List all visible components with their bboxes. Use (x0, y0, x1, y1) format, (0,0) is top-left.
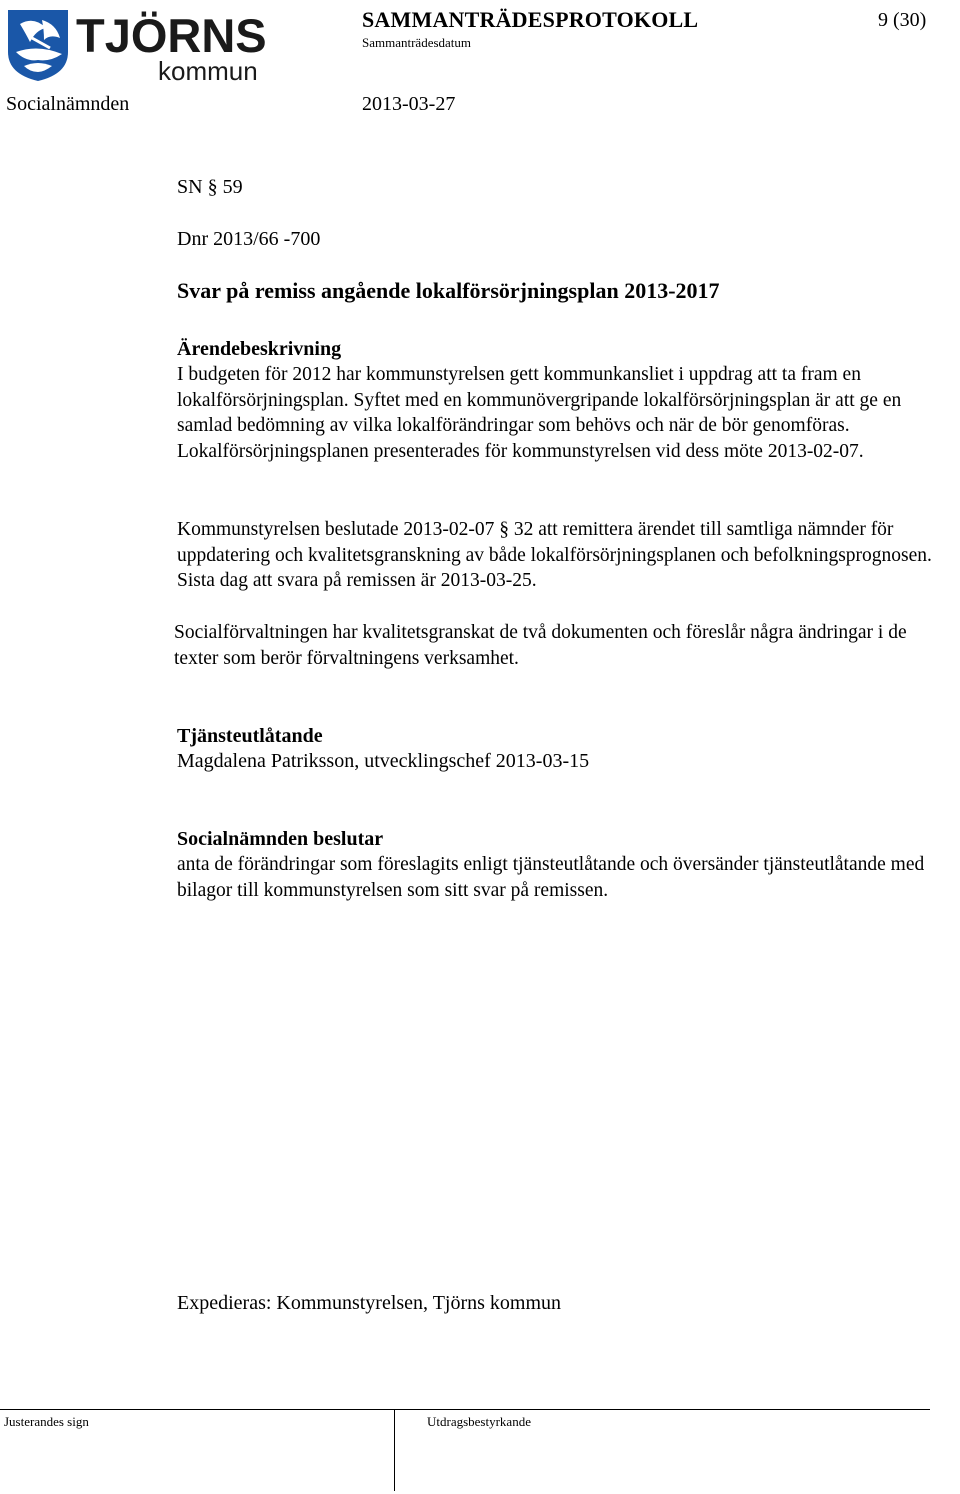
page-number: 9 (30) (878, 9, 927, 31)
footer-rule (0, 1409, 930, 1410)
committee-name: Socialnämnden (6, 93, 130, 115)
adjuster-signature-label: Justerandes sign (4, 1414, 89, 1429)
svg-text:kommun: kommun (158, 56, 258, 82)
dispatch-line: Expedieras: Kommunstyrelsen, Tjörns kommun (177, 1292, 562, 1314)
case-title: Svar på remiss angående lokalförsörjningsplan 2013-2017 (177, 278, 720, 303)
official-statement-heading: Tjänsteutlåtande (177, 725, 323, 747)
footer-divider (394, 1409, 395, 1491)
tjorns-shield-icon (6, 8, 268, 82)
extract-certification-label: Utdragsbestyrkande (427, 1414, 531, 1429)
description-text: I budgeten för 2012 har kommunstyrelsen gett kommunkansliet i uppdrag att ta fram en lokalförsörjningsplan. Syftet med en kommunövergripande lokalförsörjningsplan är att ge en samlad bedömning av vilka lokalförändringar som behövs och när de bör genomföras. Lokalförsörjningsplanen presenterades för kommunstyrelsen vid dess möte 2013-02-07. (177, 364, 902, 462)
administration-paragraph: Socialförvaltningen har kvalitetsgranskat de två dokumenten och föreslår några ändringar i de texter som berör förvaltningens verksamhet. (174, 622, 907, 669)
meeting-date: 2013-03-27 (362, 93, 456, 115)
description-heading: Ärendebeskrivning (177, 338, 342, 360)
document-title: SAMMANTRÄDESPROTOKOLL (362, 7, 699, 32)
board-decision-paragraph: Kommunstyrelsen beslutade 2013-02-07 § 32 att remittera ärendet till samtliga nämnder för uppdatering och kvalitetsgranskning av både lokalförsörjningsplanen och befolkningsprognosen. Sista dag att svara på remissen är 2013-03-25. (177, 519, 932, 592)
meeting-date-label: Sammanträdesdatum (362, 35, 472, 50)
case-number: Dnr 2013/66 -700 (177, 228, 321, 250)
svg-text:TJÖRNS: TJÖRNS (76, 9, 267, 62)
tjorns-kommun-logo (6, 8, 268, 82)
decision-text: anta de förändringar som föreslagits enligt tjänsteutlåtande och översänder tjänsteutlåtande med bilagor till kommunstyrelsen som sitt svar på remissen. (177, 854, 925, 901)
paragraph-number: SN § 59 (177, 176, 243, 198)
official-statement-text: Magdalena Patriksson, utvecklingschef 2013-03-15 (177, 750, 590, 772)
decision-heading: Socialnämnden beslutar (177, 828, 384, 850)
